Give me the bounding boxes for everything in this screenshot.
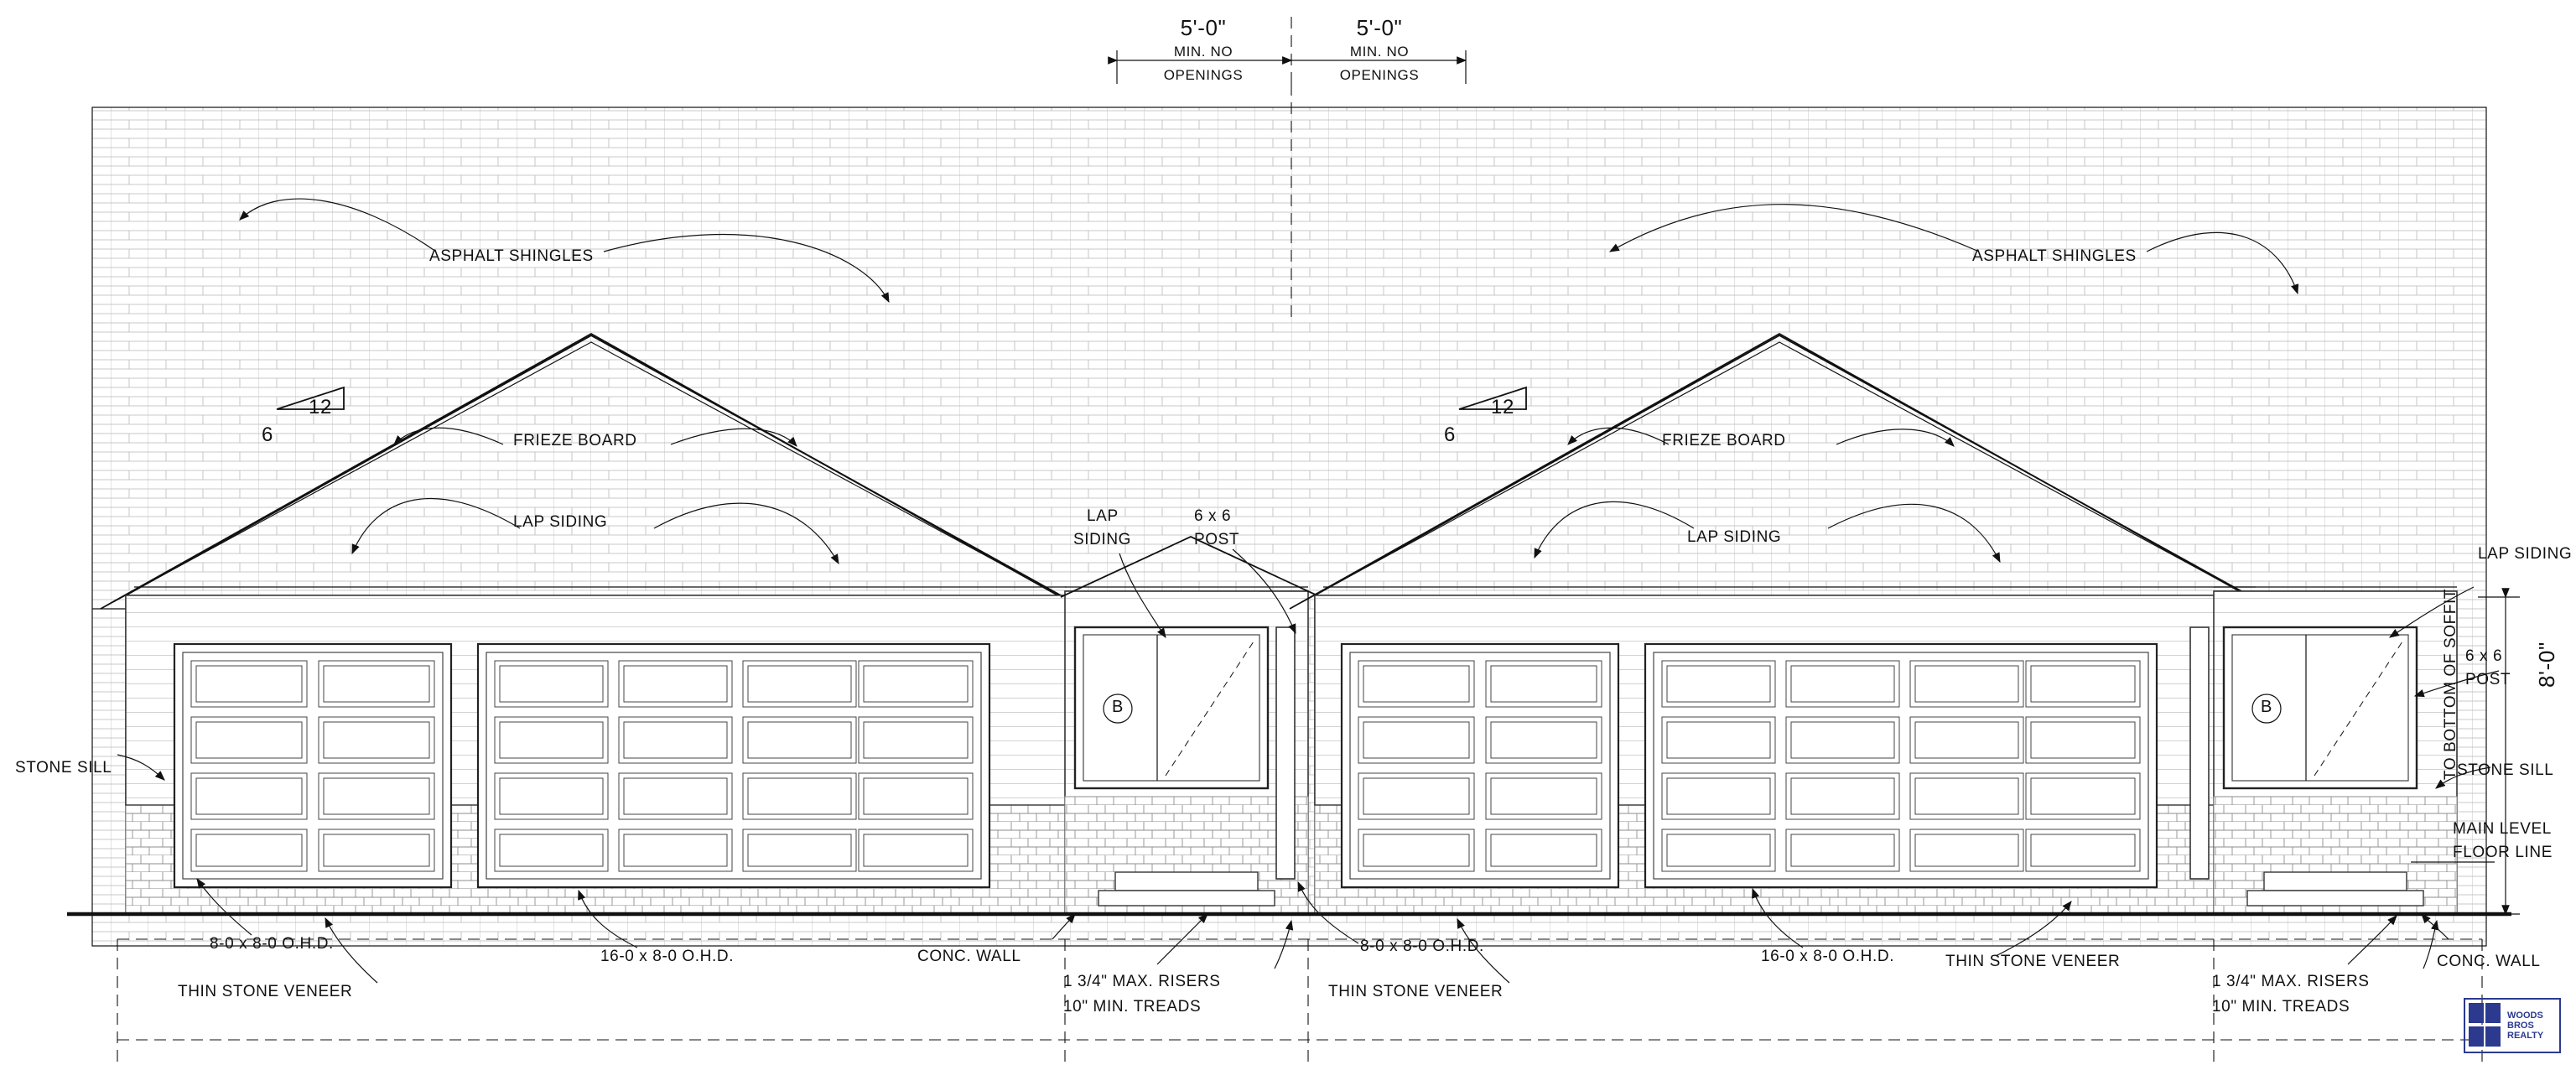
label-thin-stone-veneer-left: THIN STONE VENEER — [178, 983, 353, 1000]
label-post-right-type: POST — [2465, 671, 2511, 688]
roof-pitch-left-rise: 12 — [309, 396, 332, 418]
logo-line-2: BROS — [2507, 1021, 2534, 1031]
label-post-center-type: POST — [1194, 531, 1240, 548]
label-lap-siding-center-1: LAP — [1087, 507, 1119, 525]
label-frieze-board-right: FRIEZE BOARD — [1662, 432, 1786, 449]
label-main-level-2: FLOOR LINE — [2453, 844, 2553, 861]
logo-line-3: REALTY — [2507, 1031, 2544, 1041]
roof-pitch-right-run: 6 — [1444, 423, 1456, 446]
woods-bros-realty-logo — [2464, 998, 2561, 1053]
roof-pitch-left-run: 6 — [262, 423, 273, 446]
label-risers-right-1: 1 3/4" MAX. RISERS — [2212, 973, 2370, 990]
logo-line-1: WOODS — [2507, 1010, 2543, 1021]
label-ohd-small-right: 8-0 x 8-0 O.H.D. — [1360, 938, 1484, 955]
label-stone-sill-right: STONE SILL — [2457, 761, 2554, 779]
label-risers-left-2: 10" MIN. TREADS — [1063, 998, 1202, 1016]
label-soffit-height: 8'-0" — [2534, 642, 2559, 688]
label-main-level-1: MAIN LEVEL — [2453, 820, 2552, 838]
label-post-center-size: 6 x 6 — [1194, 507, 1232, 525]
top-dim-left-note2: OPENINGS — [1163, 67, 1244, 83]
label-thin-stone-veneer-right: THIN STONE VENEER — [1945, 953, 2121, 970]
logo-mark-icon — [2465, 1000, 2504, 1052]
label-post-right-size: 6 x 6 — [2465, 647, 2503, 665]
roof-pitch-right-rise: 12 — [1491, 396, 1514, 418]
label-lap-siding-center-2: SIDING — [1073, 531, 1132, 548]
top-dim-right-value: 5'-0" — [1356, 15, 1403, 40]
label-stone-sill-left: STONE SILL — [15, 759, 112, 777]
top-dim-left-note1: MIN. NO — [1173, 44, 1233, 60]
top-dim-right-note2: OPENINGS — [1339, 67, 1420, 83]
door-mark-right: B — [2261, 698, 2272, 716]
label-lap-siding-right: LAP SIDING — [1687, 528, 1782, 546]
label-ohd-large-left: 16-0 x 8-0 O.H.D. — [600, 948, 735, 965]
label-soffit-note: TO BOTTOM OF SOFFIT — [2442, 588, 2459, 780]
label-conc-wall-left: CONC. WALL — [917, 948, 1021, 965]
label-conc-wall-right: CONC. WALL — [2437, 953, 2541, 970]
label-thin-stone-veneer-mid: THIN STONE VENEER — [1328, 983, 1504, 1000]
label-risers-left-1: 1 3/4" MAX. RISERS — [1063, 973, 1221, 990]
logo-text — [2504, 1010, 2543, 1041]
label-asphalt-shingles-left: ASPHALT SHINGLES — [429, 247, 594, 265]
label-lap-siding-left: LAP SIDING — [513, 513, 608, 531]
label-lap-siding-far-right: LAP SIDING — [2478, 545, 2573, 563]
label-ohd-small-left: 8-0 x 8-0 O.H.D. — [210, 935, 334, 953]
label-ohd-large-right: 16-0 x 8-0 O.H.D. — [1761, 948, 1895, 965]
label-asphalt-shingles-right: ASPHALT SHINGLES — [1972, 247, 2137, 265]
label-frieze-board-left: FRIEZE BOARD — [513, 432, 637, 449]
top-dim-left-value: 5'-0" — [1180, 15, 1227, 40]
label-risers-right-2: 10" MIN. TREADS — [2212, 998, 2350, 1016]
door-mark-left: B — [1112, 698, 1124, 716]
top-dim-right-note1: MIN. NO — [1349, 44, 1410, 60]
